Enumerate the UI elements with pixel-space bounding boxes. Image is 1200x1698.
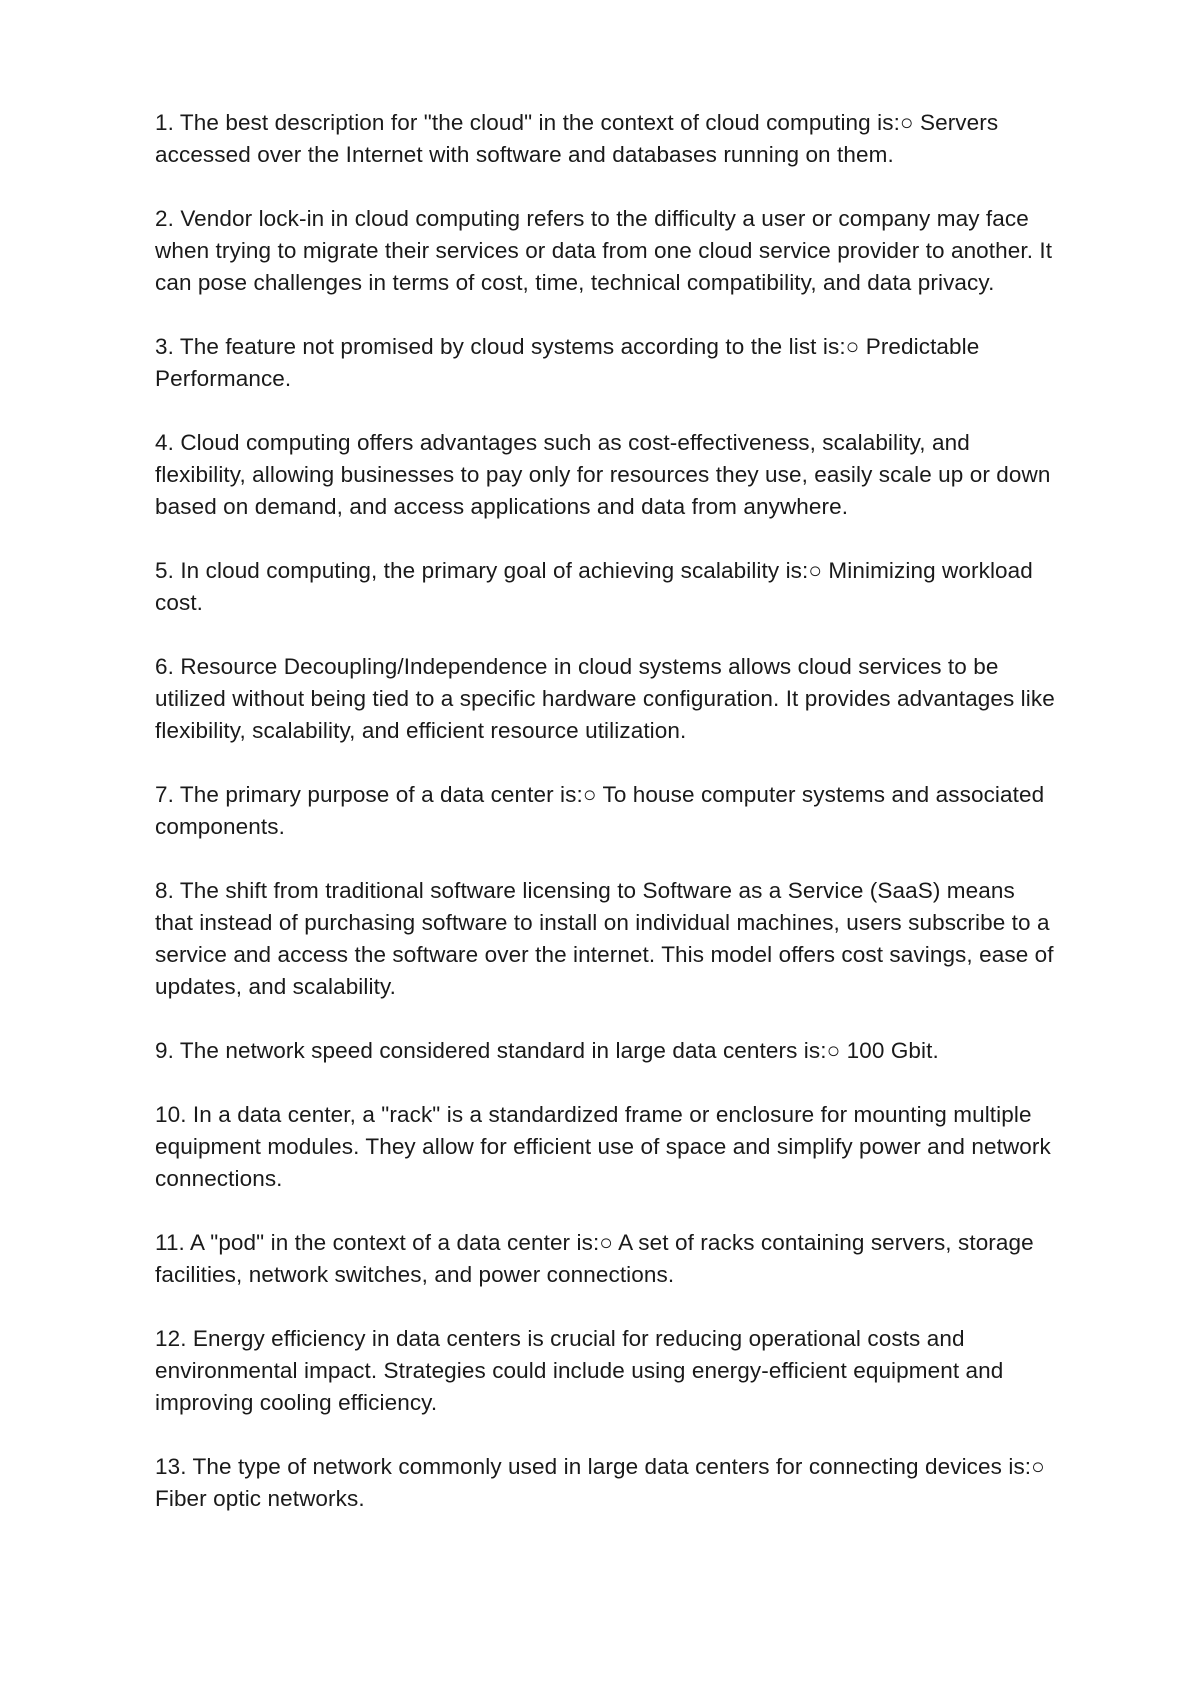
answer-item-7: 7. The primary purpose of a data center is:○ To house computer systems and associated components.	[155, 782, 1045, 839]
answer-item-9: 9. The network speed considered standard in large data centers is:○ 100 Gbit.	[155, 1038, 939, 1063]
answer-item-3: 3. The feature not promised by cloud systems according to the list is:○ Predictable Performance.	[155, 334, 980, 391]
answer-item-11: 11. A "pod" in the context of a data center is:○ A set of racks containing servers, storage facilities, network switches, and power connections.	[155, 1230, 1034, 1287]
answer-item-10: 10. In a data center, a "rack" is a standardized frame or enclosure for mounting multiple equipment modules. They allow for efficient use of space and simplify power and network connections.	[155, 1102, 1051, 1191]
answer-item-5: 5. In cloud computing, the primary goal of achieving scalability is:○ Minimizing workload cost.	[155, 558, 1033, 615]
answer-item-2: 2. Vendor lock-in in cloud computing refers to the difficulty a user or company may face when trying to migrate their services or data from one cloud service provider to another. It can pose challenges in terms of cost, time, technical compatibility, and data privacy.	[155, 206, 1053, 295]
answer-item-8: 8. The shift from traditional software licensing to Software as a Service (SaaS) means that instead of purchasing software to install on individual machines, users subscribe to a service and access the software over the internet. This model offers cost savings, ease of updates, and scalability.	[155, 878, 1054, 999]
answer-item-4: 4. Cloud computing offers advantages such as cost-effectiveness, scalability, and flexibility, allowing businesses to pay only for resources they use, easily scale up or down based on demand, and access applications and data from anywhere.	[155, 430, 1051, 519]
document-body	[155, 107, 1055, 1547]
answer-item-1: 1. The best description for "the cloud" in the context of cloud computing is:○ Servers accessed over the Internet with software and databases running on them.	[155, 110, 999, 167]
answer-item-12: 12. Energy efficiency in data centers is crucial for reducing operational costs and environmental impact. Strategies could include using energy-efficient equipment and improving cooling efficiency.	[155, 1326, 1004, 1415]
answer-item-13: 13. The type of network commonly used in large data centers for connecting devices is:○ Fiber optic networks.	[155, 1454, 1045, 1511]
answer-item-6: 6. Resource Decoupling/Independence in cloud systems allows cloud services to be utilized without being tied to a specific hardware configuration. It provides advantages like flexibility, scalability, and efficient resource utilization.	[155, 654, 1055, 743]
